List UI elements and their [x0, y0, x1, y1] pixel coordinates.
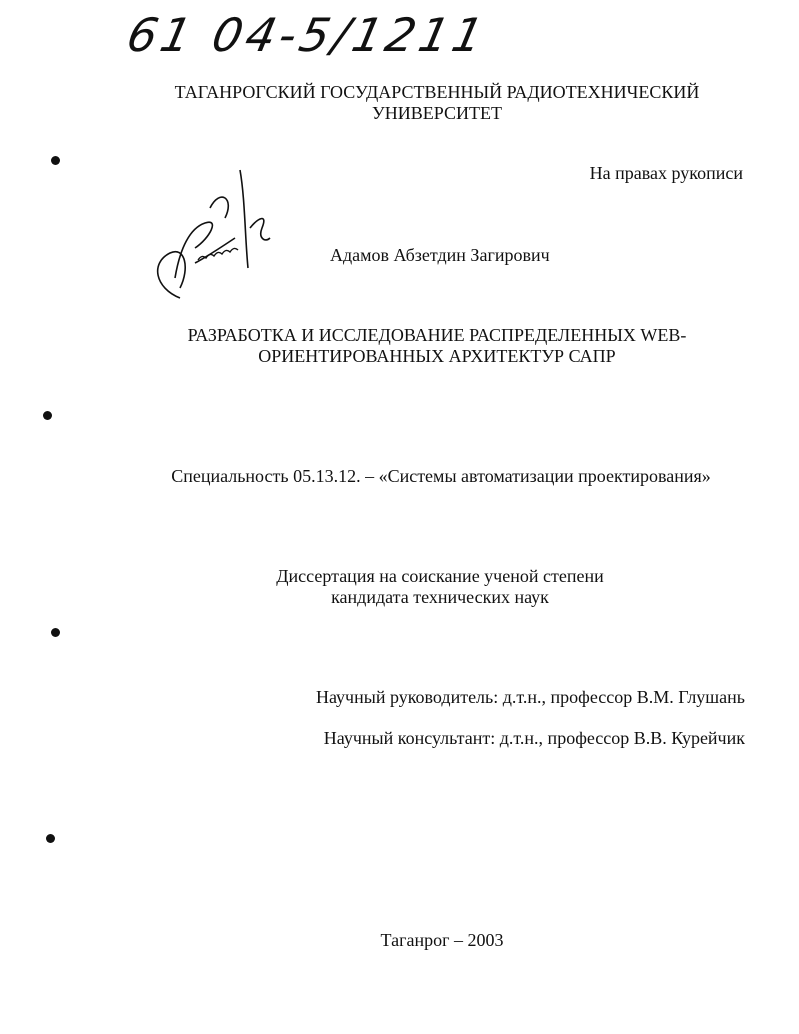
author-signature — [150, 168, 280, 313]
dissertation-title-line2: ОРИЕНТИРОВАННЫХ АРХИТЕКТУР САПР — [258, 346, 616, 366]
scientific-supervisor: Научный руководитель: д.т.н., профессор В.М. Глушань — [315, 687, 745, 707]
binding-hole-mark — [51, 156, 60, 165]
scientific-consultant: Научный консультант: д.т.н., профессор В.В. Курейчик — [323, 728, 745, 748]
dissertation-title-line1: РАЗРАБОТКА И ИССЛЕДОВАНИЕ РАСПРЕДЕЛЕННЫХ WEB- — [187, 325, 687, 345]
binding-hole-mark — [46, 834, 55, 843]
degree-line2: кандидата технических наук — [331, 587, 549, 607]
author-name: Адамов Абзетдин Загирович — [330, 245, 550, 265]
degree-line1: Диссертация на соискание ученой степени — [276, 566, 604, 586]
binding-hole-mark — [43, 411, 52, 420]
university-name-line1: ТАГАНРОГСКИЙ ГОСУДАРСТВЕННЫЙ РАДИОТЕХНИЧЕСКИЙ — [174, 82, 700, 102]
university-name-line2: УНИВЕРСИТЕТ — [372, 103, 502, 123]
handwritten-catalog-number: 61 04-5/1211 — [122, 8, 492, 62]
binding-hole-mark — [51, 628, 60, 637]
rights-note: На правах рукописи — [589, 163, 743, 183]
city-year: Таганрог – 2003 — [380, 930, 504, 950]
specialty: Специальность 05.13.12. – «Системы автоматизации проектирования» — [171, 466, 711, 486]
